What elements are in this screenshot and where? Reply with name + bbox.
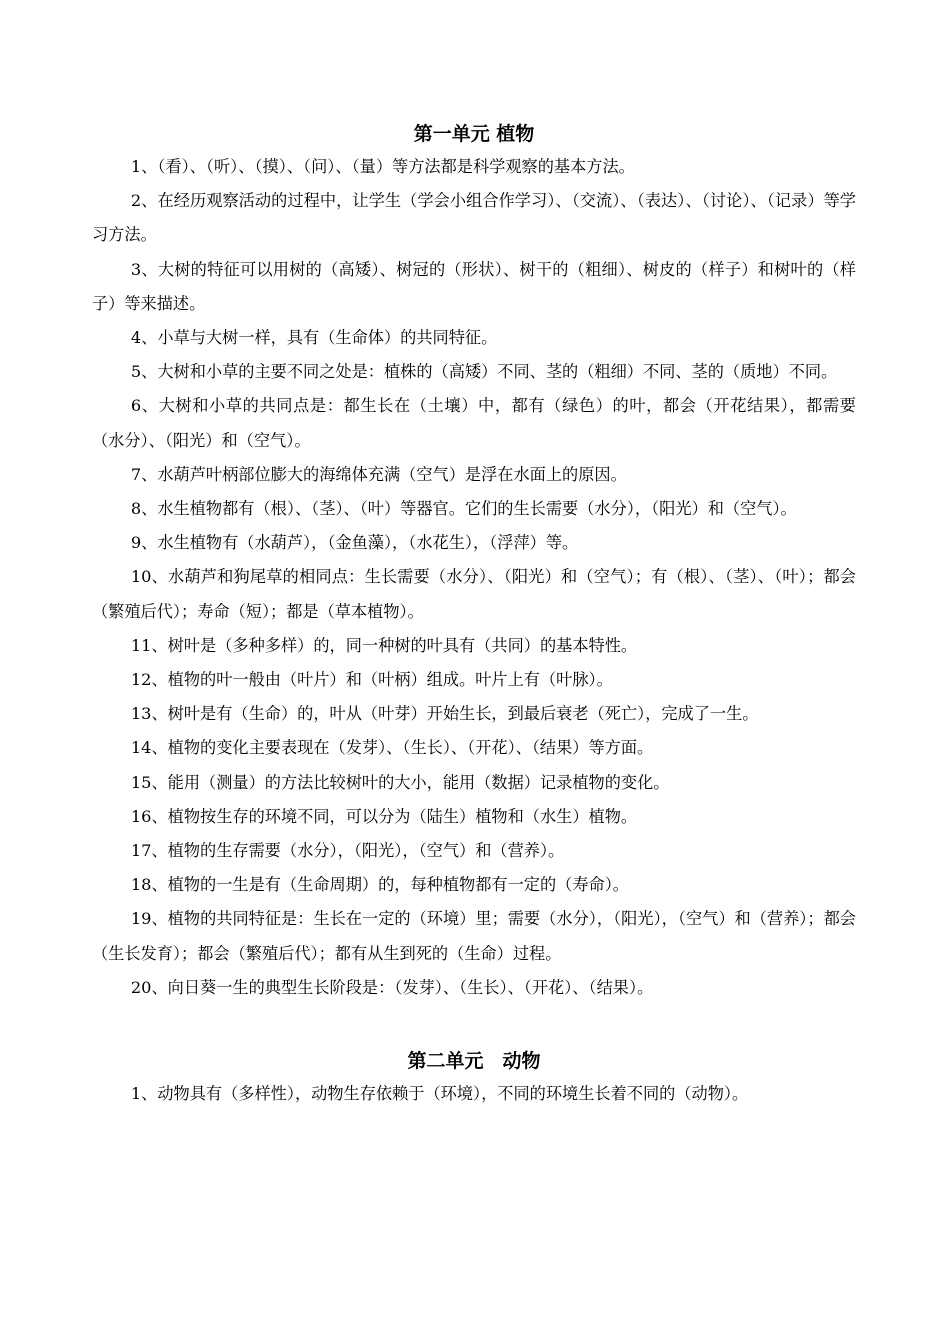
unit1-list	[92, 150, 856, 1005]
unit1-item: 10、水葫芦和狗尾草的相同点：生长需要（水分）、（阳光）和（空气）；有（根）、（茎）、（叶）；都会（繁殖后代）；寿命（短）；都是（草本植物）。	[92, 567, 856, 621]
unit1-item: 8、水生植物都有（根）、（茎）、（叶）等器官。它们的生长需要（水分），（阳光）和（空气）。	[130, 499, 797, 519]
unit1-item: 3、大树的特征可以用树的（高矮）、树冠的（形状）、树干的（粗细）、树皮的（样子）和树叶的（样子）等来描述。	[92, 259, 856, 313]
unit1-item: 2、在经历观察活动的过程中，让学生（学会小组合作学习）、（交流）、（表达）、（讨论）、（记录）等学习方法。	[92, 191, 856, 245]
unit1-item: 7、水葫芦叶柄部位膨大的海绵体充满（空气）是浮在水面上的原因。	[130, 464, 627, 484]
unit1-item: 14、植物的变化主要表现在（发芽）、（生长）、（开花）、（结果）等方面。	[130, 738, 654, 758]
unit1-item: 19、植物的共同特征是：生长在一定的（环境）里；需要（水分），（阳光），（空气）和（营养）；都会（生长发育）；都会（繁殖后代）；都有从生到死的（生命）过程。	[92, 909, 856, 963]
unit1-item: 17、植物的生存需要（水分），（阳光），（空气）和（营养）。	[130, 841, 565, 861]
unit1-item: 11、树叶是（多种多样）的，同一种树的叶具有（共同）的基本特性。	[130, 635, 638, 655]
document-content	[92, 118, 856, 1111]
unit1-item: 12、植物的叶一般由（叶片）和（叶柄）组成。叶片上有（叶脉）。	[130, 670, 613, 690]
unit1-item: 1、（看）、（听）、（摸）、（问）、（量）等方法都是科学观察的基本方法。	[130, 157, 635, 176]
unit1-item: 5、大树和小草的主要不同之处是：植株的（高矮）不同、茎的（粗细）不同、茎的（质地）不同。	[130, 362, 838, 382]
unit1-item: 20、向日葵一生的典型生长阶段是：（发芽）、（生长）、（开花）、（结果）。	[130, 977, 654, 997]
unit1-item: 9、水生植物有（水葫芦），（金鱼藻），（水花生），（浮萍）等。	[130, 533, 579, 553]
unit2-item: 1、动物具有（多样性），动物生存依赖于（环境），不同的环境生长着不同的（动物）。	[130, 1084, 749, 1104]
unit1-item: 13、树叶是有（生命）的，叶从（叶芽）开始生长，到最后衰老（死亡），完成了一生。	[130, 704, 759, 724]
unit2-title: 第二单元 动物	[407, 1050, 541, 1073]
unit1-item: 15、能用（测量）的方法比较树叶的大小，能用（数据）记录植物的变化。	[130, 772, 670, 792]
section-gap	[92, 1005, 856, 1045]
unit1-title: 第一单元 植物	[413, 123, 535, 145]
unit1-item: 6、大树和小草的共同点是：都生长在（土壤）中，都有（绿色）的叶，都会（开花结果），都需要（水分）、（阳光）和（空气）。	[92, 396, 856, 450]
unit1-item: 4、小草与大树一样，具有（生命体）的共同特征。	[130, 328, 498, 348]
unit2-list	[92, 1077, 856, 1111]
unit1-item: 16、植物按生存的环境不同，可以分为（陆生）植物和（水生）植物。	[130, 806, 638, 826]
unit1-item: 18、植物的一生是有（生命周期）的，每种植物都有一定的（寿命）。	[130, 875, 629, 895]
